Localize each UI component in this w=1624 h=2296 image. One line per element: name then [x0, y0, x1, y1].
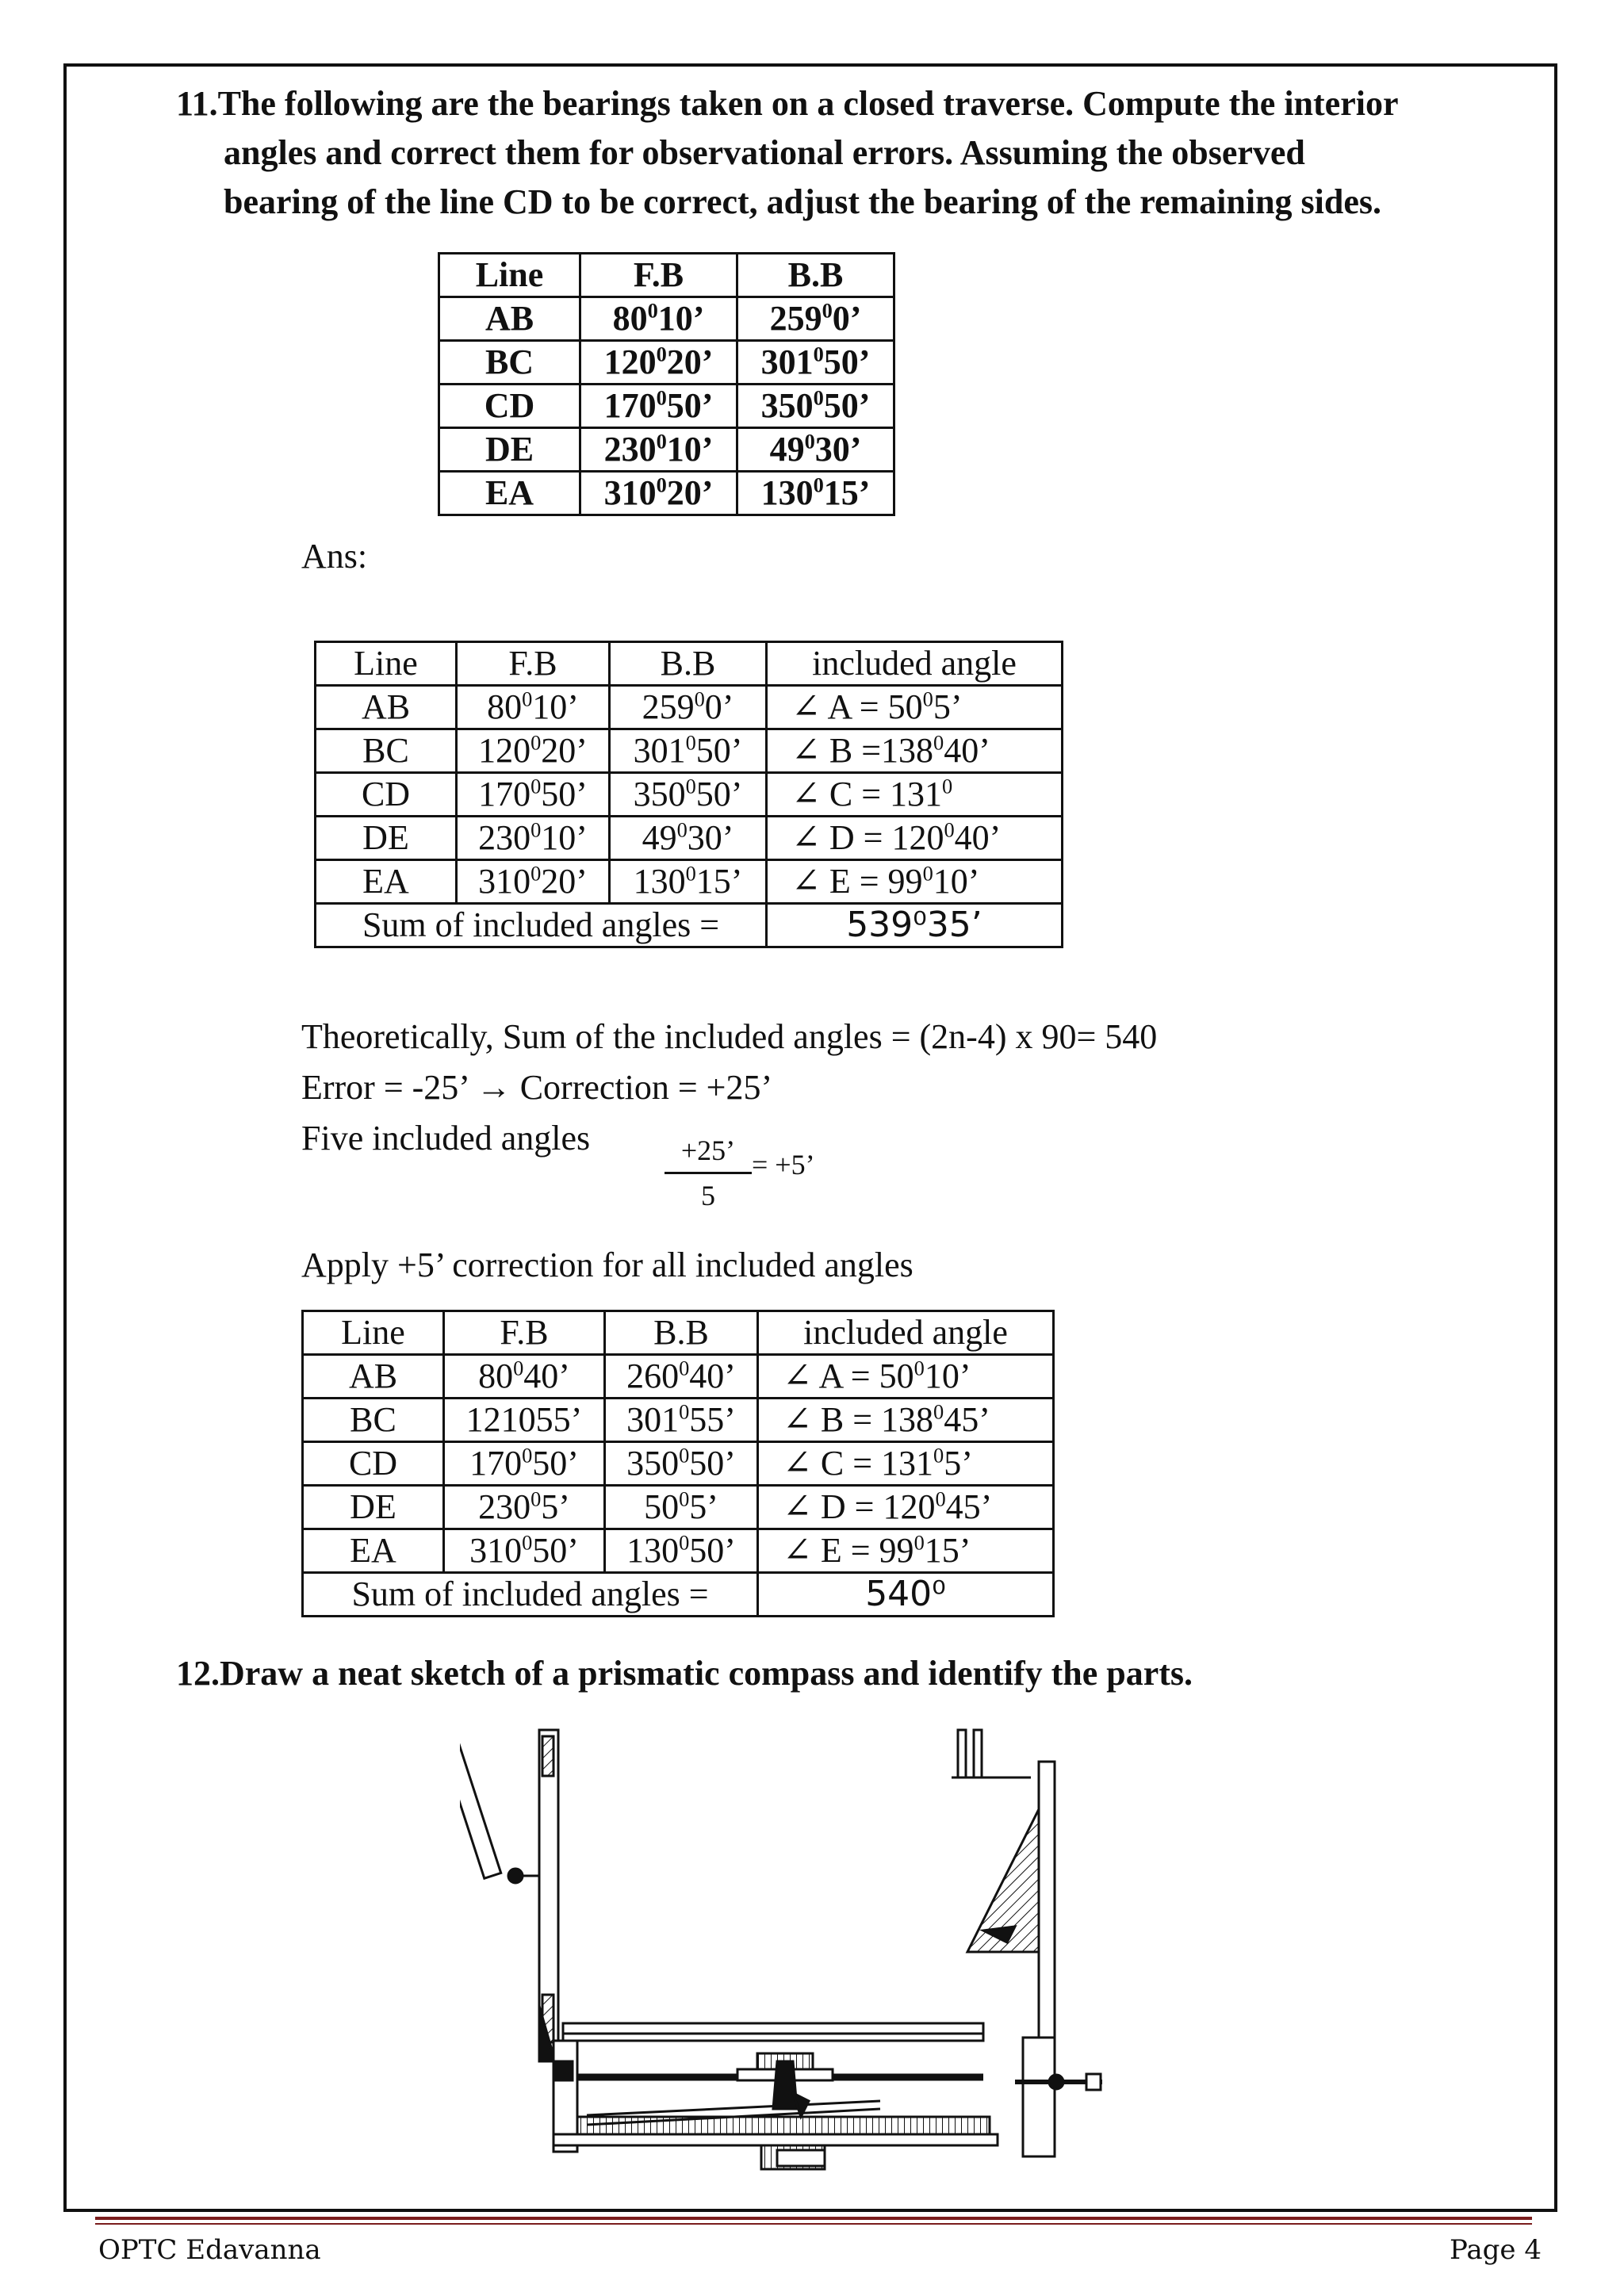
back-bearing: [610, 860, 767, 904]
angle-minutes: 10’: [666, 430, 714, 469]
angle-minutes: 50’: [532, 1444, 579, 1483]
col-header: included angle: [758, 1311, 1054, 1355]
prism-holder: [1039, 1762, 1055, 2039]
angle-degrees: 301: [633, 731, 686, 770]
degree-mark: 0: [513, 1356, 524, 1380]
degree-mark: 0: [522, 1443, 533, 1468]
angle-degrees: 120: [603, 342, 657, 381]
angle-degrees: ∠ D = 120: [783, 1487, 936, 1526]
fraction-denominator: 5: [701, 1180, 715, 1211]
angle-degrees: 301: [626, 1400, 680, 1439]
degree-mark: 0: [679, 1356, 690, 1380]
theoretical-sum: Theoretically, Sum of the included angles = (2n-4) x 90= 540: [301, 1017, 1158, 1056]
table-row: [303, 1442, 1054, 1486]
degree-mark: 0: [804, 429, 815, 453]
angle-degrees: ∠ C = 131: [791, 775, 943, 813]
degree-mark: 0: [647, 298, 658, 323]
angle-minutes: 5’: [933, 687, 963, 726]
question-12: 12.Draw a neat sketch of a prismatic compass and identify the parts.: [176, 1654, 1193, 1693]
angle-minutes: 50’: [541, 775, 588, 813]
fore-bearing: [580, 297, 737, 341]
angle-degrees: ∠ A = 50: [791, 687, 923, 726]
line-name: CD: [439, 385, 580, 428]
degree-mark: 0: [656, 429, 667, 453]
degree-mark: 0: [685, 861, 696, 886]
degree-mark: 0: [685, 730, 696, 755]
degree-mark: 0: [822, 298, 833, 323]
table-row: [316, 729, 1063, 773]
degree-mark: 0: [679, 1487, 690, 1511]
angle-degrees: 80: [487, 687, 523, 726]
angle-degrees: 170: [478, 775, 531, 813]
angle-degrees: ∠ D = 120: [791, 818, 944, 857]
degree-mark: 0: [914, 1530, 925, 1555]
included-angle: [767, 817, 1063, 860]
angle-degrees: 230: [478, 1487, 531, 1526]
angle-minutes: 10’: [657, 299, 705, 338]
col-header: included angle: [767, 642, 1063, 686]
footer-rule: [95, 2223, 1532, 2225]
col-header: F.B: [457, 642, 610, 686]
angle-minutes: 45’: [945, 1487, 993, 1526]
table-row: [303, 1355, 1054, 1399]
back-bearing: [610, 817, 767, 860]
angle-degrees: 130: [760, 473, 814, 512]
included-angle: [767, 729, 1063, 773]
table-row: [303, 1529, 1054, 1573]
fore-bearing: 121055’: [444, 1399, 605, 1442]
angle-degrees: 49: [642, 818, 677, 857]
table-row: [303, 1399, 1054, 1442]
angle-degrees: 259: [642, 687, 695, 726]
table-row: [316, 817, 1063, 860]
degree-mark: 0: [933, 1399, 944, 1424]
back-bearing: [610, 729, 767, 773]
angle-degrees: 230: [603, 430, 657, 469]
line-name: EA: [316, 860, 457, 904]
line-name: DE: [303, 1486, 444, 1529]
line-name: BC: [316, 729, 457, 773]
col-header: F.B: [580, 254, 737, 297]
fraction-numerator: +25’: [665, 1134, 752, 1174]
angle-degrees: 310: [603, 473, 657, 512]
angle-minutes: 15’: [695, 862, 743, 901]
angle-degrees: ∠ B =138: [791, 731, 934, 770]
table-row: [303, 1486, 1054, 1529]
col-header: B.B: [605, 1311, 758, 1355]
included-angle: [758, 1486, 1054, 1529]
angle-minutes: 5’: [944, 1444, 973, 1483]
table-header-row: [316, 642, 1063, 686]
included-angle: [767, 686, 1063, 729]
sight-vane: [460, 1745, 501, 1878]
answer-label: Ans:: [301, 537, 368, 576]
line-name: BC: [303, 1399, 444, 1442]
degree-mark: 0: [530, 730, 542, 755]
angle-minutes: 50’: [689, 1531, 736, 1570]
angle-minutes: 50’: [689, 1444, 736, 1483]
question-11-line-2: angles and correct them for observational errors. Assuming the observed: [224, 133, 1305, 172]
angle-minutes: 20’: [666, 342, 714, 381]
angle-minutes: 40’: [944, 731, 990, 770]
fore-bearing: [580, 385, 737, 428]
fore-bearing: [457, 817, 610, 860]
line-name: EA: [303, 1529, 444, 1573]
back-bearing: [605, 1399, 758, 1442]
degree-mark: 0: [530, 774, 542, 798]
back-bearing: [737, 297, 894, 341]
degree-mark: 0: [522, 687, 533, 711]
fore-bearing: [444, 1529, 605, 1573]
table-row: [316, 860, 1063, 904]
back-bearing: [737, 385, 894, 428]
included-angle: [758, 1529, 1054, 1573]
angle-minutes: 50’: [666, 386, 714, 425]
bearings-table: [438, 252, 895, 516]
degree-mark: 0: [679, 1443, 690, 1468]
included-angle: [758, 1355, 1054, 1399]
line-name: AB: [316, 686, 457, 729]
angle-minutes: 10’: [532, 687, 579, 726]
table-row: [439, 472, 894, 515]
angle-degrees: 350: [626, 1444, 680, 1483]
angle-minutes: 30’: [687, 818, 734, 857]
degree-mark: 0: [685, 774, 696, 798]
degree-mark: 0: [935, 1487, 946, 1511]
angle-minutes: 50’: [532, 1531, 579, 1570]
angle-minutes: 40’: [689, 1357, 736, 1395]
line-name: BC: [439, 341, 580, 385]
degree-mark: 0: [530, 817, 542, 842]
degree-mark: 0: [656, 473, 667, 497]
angle-degrees: ∠ C = 131: [783, 1444, 934, 1483]
degree-mark: 0: [676, 817, 688, 842]
angle-minutes: 40’: [523, 1357, 570, 1395]
angle-minutes: 20’: [541, 862, 588, 901]
table-row: [316, 773, 1063, 817]
degree-mark: 0: [530, 1487, 542, 1511]
angle-degrees: ∠ E = 99: [791, 862, 923, 901]
angle-degrees: 310: [469, 1531, 523, 1570]
angle-degrees: 130: [633, 862, 686, 901]
back-bearing: [605, 1529, 758, 1573]
angle-degrees: 49: [769, 430, 805, 469]
degree-mark: 0: [522, 1530, 533, 1555]
error-correction: Error = -25’ → Correction = +25’: [301, 1068, 773, 1107]
angle-degrees: 130: [626, 1531, 680, 1570]
apply-correction-text: Apply +5’ correction for all included angles: [301, 1246, 914, 1284]
footer-rule: [95, 2217, 1532, 2220]
degree-mark: 0: [656, 342, 667, 366]
angle-degrees: 310: [478, 862, 531, 901]
fore-bearing: [457, 773, 610, 817]
degree-mark: 0: [942, 774, 953, 798]
table-row: [316, 686, 1063, 729]
sum-value: 540⁰: [758, 1573, 1054, 1617]
col-header: Line: [303, 1311, 444, 1355]
angle-minutes: 5’: [541, 1487, 570, 1526]
angle-minutes: 10’: [541, 818, 588, 857]
angle-degrees: 120: [478, 731, 531, 770]
fore-bearing: [580, 341, 737, 385]
degree-mark: 0: [656, 385, 667, 410]
angle-minutes: 50’: [823, 342, 871, 381]
angle-minutes: 10’: [924, 1357, 971, 1395]
back-bearing: [605, 1486, 758, 1529]
table-row: [439, 428, 894, 472]
angle-minutes: 15’: [924, 1531, 971, 1570]
angle-degrees: 350: [760, 386, 814, 425]
degree-mark: 0: [679, 1530, 690, 1555]
sum-row: [316, 904, 1063, 947]
line-name: EA: [439, 472, 580, 515]
angle-minutes: 50’: [823, 386, 871, 425]
angle-degrees: ∠ E = 99: [783, 1531, 914, 1570]
line-name: DE: [316, 817, 457, 860]
corrected-angle-table: [301, 1310, 1055, 1617]
angle-minutes: 50’: [695, 775, 743, 813]
angle-minutes: 50’: [695, 731, 743, 770]
angle-degrees: 80: [478, 1357, 514, 1395]
fore-bearing: [580, 428, 737, 472]
fore-bearing: [457, 860, 610, 904]
angle-minutes: 15’: [823, 473, 871, 512]
back-bearing: [737, 341, 894, 385]
degree-mark: 0: [679, 1399, 690, 1424]
sum-row: [303, 1573, 1054, 1617]
included-angle: [758, 1442, 1054, 1486]
question-11-line-3: bearing of the line CD to be correct, adjust the bearing of the remaining sides.: [224, 182, 1382, 221]
five-angles-label: Five included angles: [301, 1119, 591, 1158]
back-bearing: [605, 1442, 758, 1486]
col-header: B.B: [737, 254, 894, 297]
angle-degrees: 230: [478, 818, 531, 857]
angle-minutes: 0’: [704, 687, 734, 726]
question-11-line-1: 11.The following are the bearings taken on a closed traverse. Compute the interior: [176, 84, 1399, 123]
angle-minutes: 40’: [954, 818, 1002, 857]
included-angle: [767, 773, 1063, 817]
degree-mark: 0: [922, 861, 933, 886]
fore-bearing: [444, 1355, 605, 1399]
footer-page-number: Page 4: [1450, 2234, 1542, 2266]
col-header: F.B: [444, 1311, 605, 1355]
angle-minutes: 0’: [832, 299, 862, 338]
line-name: CD: [303, 1442, 444, 1486]
angle-degrees: ∠ A = 50: [783, 1357, 914, 1395]
angle-minutes: 10’: [933, 862, 980, 901]
table-header-row: [303, 1311, 1054, 1355]
angle-degrees: 260: [626, 1357, 680, 1395]
back-bearing: [737, 428, 894, 472]
sum-label: Sum of included angles =: [303, 1573, 758, 1617]
correction-fraction: [665, 1134, 752, 1212]
line-name: CD: [316, 773, 457, 817]
col-header: Line: [439, 254, 580, 297]
angle-minutes: 30’: [814, 430, 862, 469]
degree-mark: 0: [813, 342, 824, 366]
angle-minutes: 20’: [541, 731, 588, 770]
angle-degrees: 170: [603, 386, 657, 425]
angle-degrees: 350: [633, 775, 686, 813]
included-angle: [767, 860, 1063, 904]
fore-bearing: [580, 472, 737, 515]
degree-mark: 0: [914, 1356, 925, 1380]
table-row: [439, 341, 894, 385]
sum-label: Sum of included angles =: [316, 904, 767, 947]
angle-degrees: 259: [769, 299, 822, 338]
degree-mark: 0: [922, 687, 933, 711]
table-header-row: [439, 254, 894, 297]
included-angle: [758, 1399, 1054, 1442]
back-bearing: [605, 1355, 758, 1399]
fore-bearing: [457, 729, 610, 773]
degree-mark: 0: [813, 385, 824, 410]
fraction-result: = +5’: [752, 1149, 815, 1181]
fore-bearing: [444, 1486, 605, 1529]
table-row: [439, 385, 894, 428]
angle-degrees: 301: [760, 342, 814, 381]
angle-minutes: 20’: [666, 473, 714, 512]
angle-minutes: 5’: [689, 1487, 718, 1526]
degree-mark: 0: [694, 687, 705, 711]
back-bearing: [610, 773, 767, 817]
line-name: AB: [303, 1355, 444, 1399]
degree-mark: 0: [813, 473, 824, 497]
table-row: [439, 297, 894, 341]
angle-degrees: 80: [612, 299, 648, 338]
sum-value: 539⁰35’: [767, 904, 1063, 947]
fore-bearing: [457, 686, 610, 729]
angle-minutes: 55’: [689, 1400, 736, 1439]
degree-mark: 0: [933, 730, 944, 755]
col-header: Line: [316, 642, 457, 686]
angle-minutes: 45’: [944, 1400, 990, 1439]
degree-mark: 0: [530, 861, 542, 886]
back-bearing: [610, 686, 767, 729]
col-header: B.B: [610, 642, 767, 686]
prismatic-compass-sketch: [460, 1728, 1158, 2172]
included-angle-table: [314, 641, 1063, 948]
footer-institution: OPTC Edavanna: [98, 2234, 321, 2266]
fore-bearing: [444, 1442, 605, 1486]
degree-mark: 0: [944, 817, 955, 842]
angle-degrees: ∠ B = 138: [783, 1400, 934, 1439]
back-bearing: [737, 472, 894, 515]
angle-degrees: 170: [469, 1444, 523, 1483]
line-name: AB: [439, 297, 580, 341]
line-name: DE: [439, 428, 580, 472]
degree-mark: 0: [933, 1443, 944, 1468]
angle-degrees: 50: [644, 1487, 680, 1526]
